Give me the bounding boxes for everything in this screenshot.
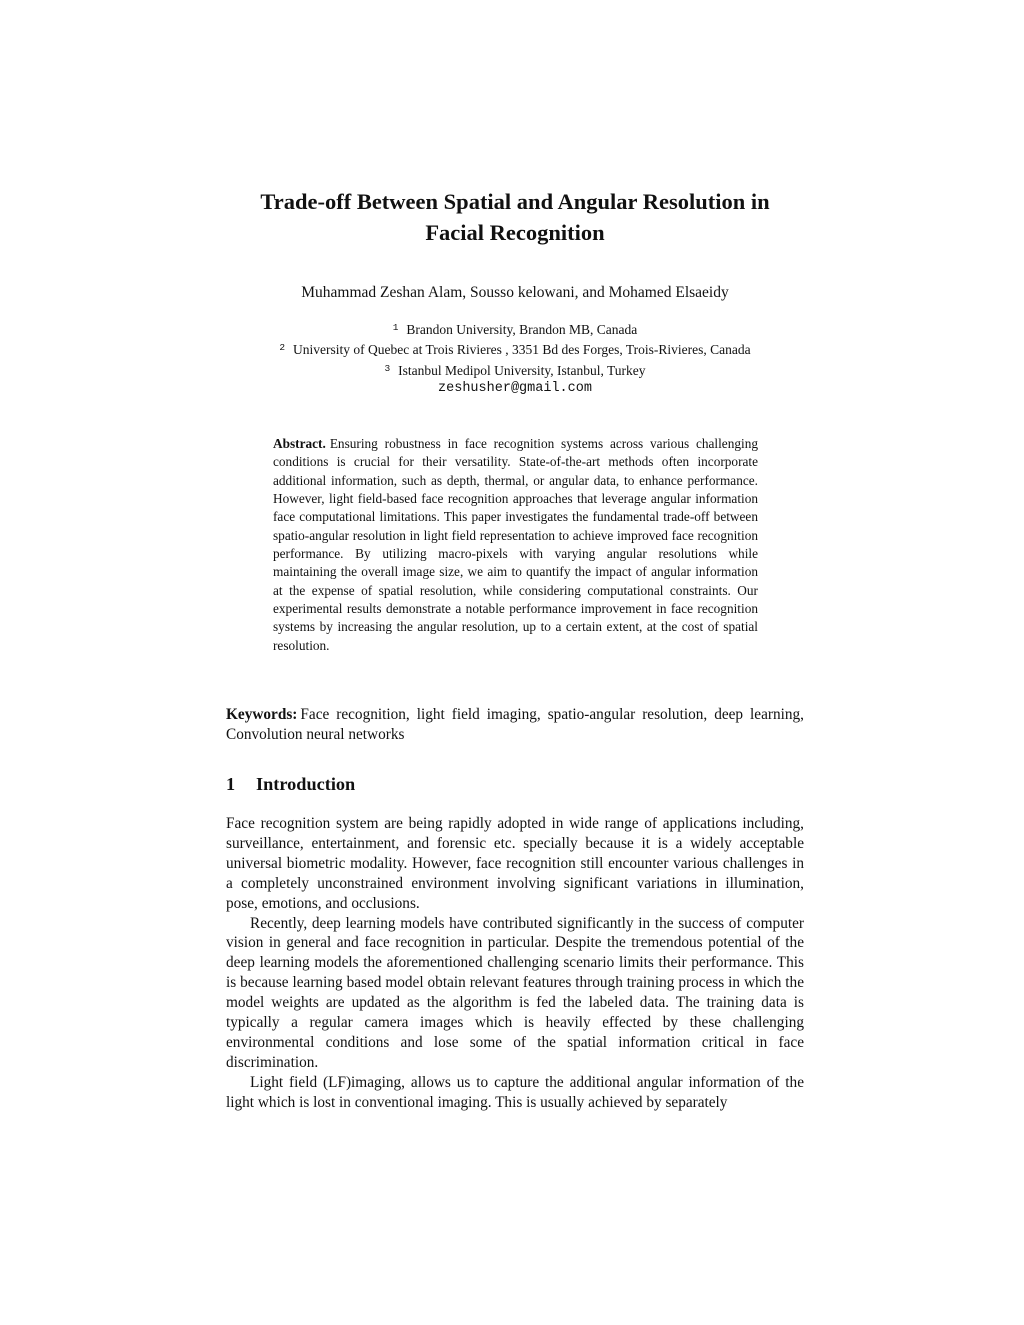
affiliation-text: Istanbul Medipol University, Istanbul, Turkey [398,362,646,378]
section-title: Introduction [256,774,356,794]
author-list: Muhammad Zeshan Alam, Sousso kelowani, and Mohamed Elsaeidy [301,284,729,301]
abstract [273,435,758,655]
affiliation-text: University of Quebec at Trois Rivieres , 3351 Bd des Forges, Trois-Rivieres, Canada [293,342,751,358]
keywords-text: Face recognition, light field imaging, spatio-angular resolution, deep learning, Convolution neural networks [226,706,804,743]
paper-title [150,186,880,248]
abstract-text: Ensuring robustness in face recognition systems across various challenging conditions is crucial for their versatility. State-of-the-art methods often incorporate additional information, such as depth, thermal, or angular data, to enhance performance. However, light field-based face recognition approaches that leverage angular information face computational limitations. This paper investigates the fundamental trade-off between spatio-angular resolution in light field representation to achieve improved face recognition performance. By utilizing macro-pixels with varying angular resolutions while maintaining the overall image size, we aim to quantify the impact of angular information at the expense of spatial resolution, while considering computational constraints. Our experimental results demonstrate a notable performance improvement in face recognition systems by increasing the angular resolution, up to a certain extent, at the cost of spatial resolution. [273,436,758,653]
title-line-2: Facial Recognition [425,220,605,245]
affiliation-mark: 3 [384,362,391,374]
affiliation-text: Brandon University, Brandon MB, Canada [406,322,638,337]
affiliation-1 [150,319,880,339]
section-heading [226,772,355,796]
affiliation-3 [150,360,880,380]
section-number: 1 [226,774,236,794]
paragraph: Light field (LF)imaging, allows us to capture the additional angular information of the light which is lost in conventional imaging. This is usually achieved by separately [226,1073,804,1111]
keywords [226,705,804,745]
affiliations [150,319,880,398]
affiliation-mark: 1 [392,322,399,333]
section-body [226,814,804,1113]
paragraph: Recently, deep learning models have contributed significantly in the success of computer vision in general and face recognition in particular. Despite the tremendous potential of the deep learning models the aforementioned challenging scenario limits their performance. This is because learning based model obtain relevant features through training process in which the model weights are updated as the algorithm is fed the labeled data. The training data is typically a regular camera images which is heavily effected by these challenging environmental conditions and lose some of the spatial information critical in face discrimination. [226,914,804,1071]
affiliation-mark: 2 [279,342,286,354]
author-email[interactable]: zeshusher@gmail.com [438,380,592,396]
paragraph: Face recognition system are being rapidly adopted in wide range of applications including, surveillance, entertainment, and forensic etc. specially because it is a widely acceptable universal biometric modality. However, face recognition still encounter various challenges in a completely unconstrained environment involving significant variations in illumination, pose, emotions, and occlusions. [226,815,804,912]
keywords-label: Keywords: [226,706,298,723]
abstract-label: Abstract. [273,436,326,451]
affiliation-2 [150,339,880,359]
title-line-1: Trade-off Between Spatial and Angular Resolution in [260,189,770,214]
